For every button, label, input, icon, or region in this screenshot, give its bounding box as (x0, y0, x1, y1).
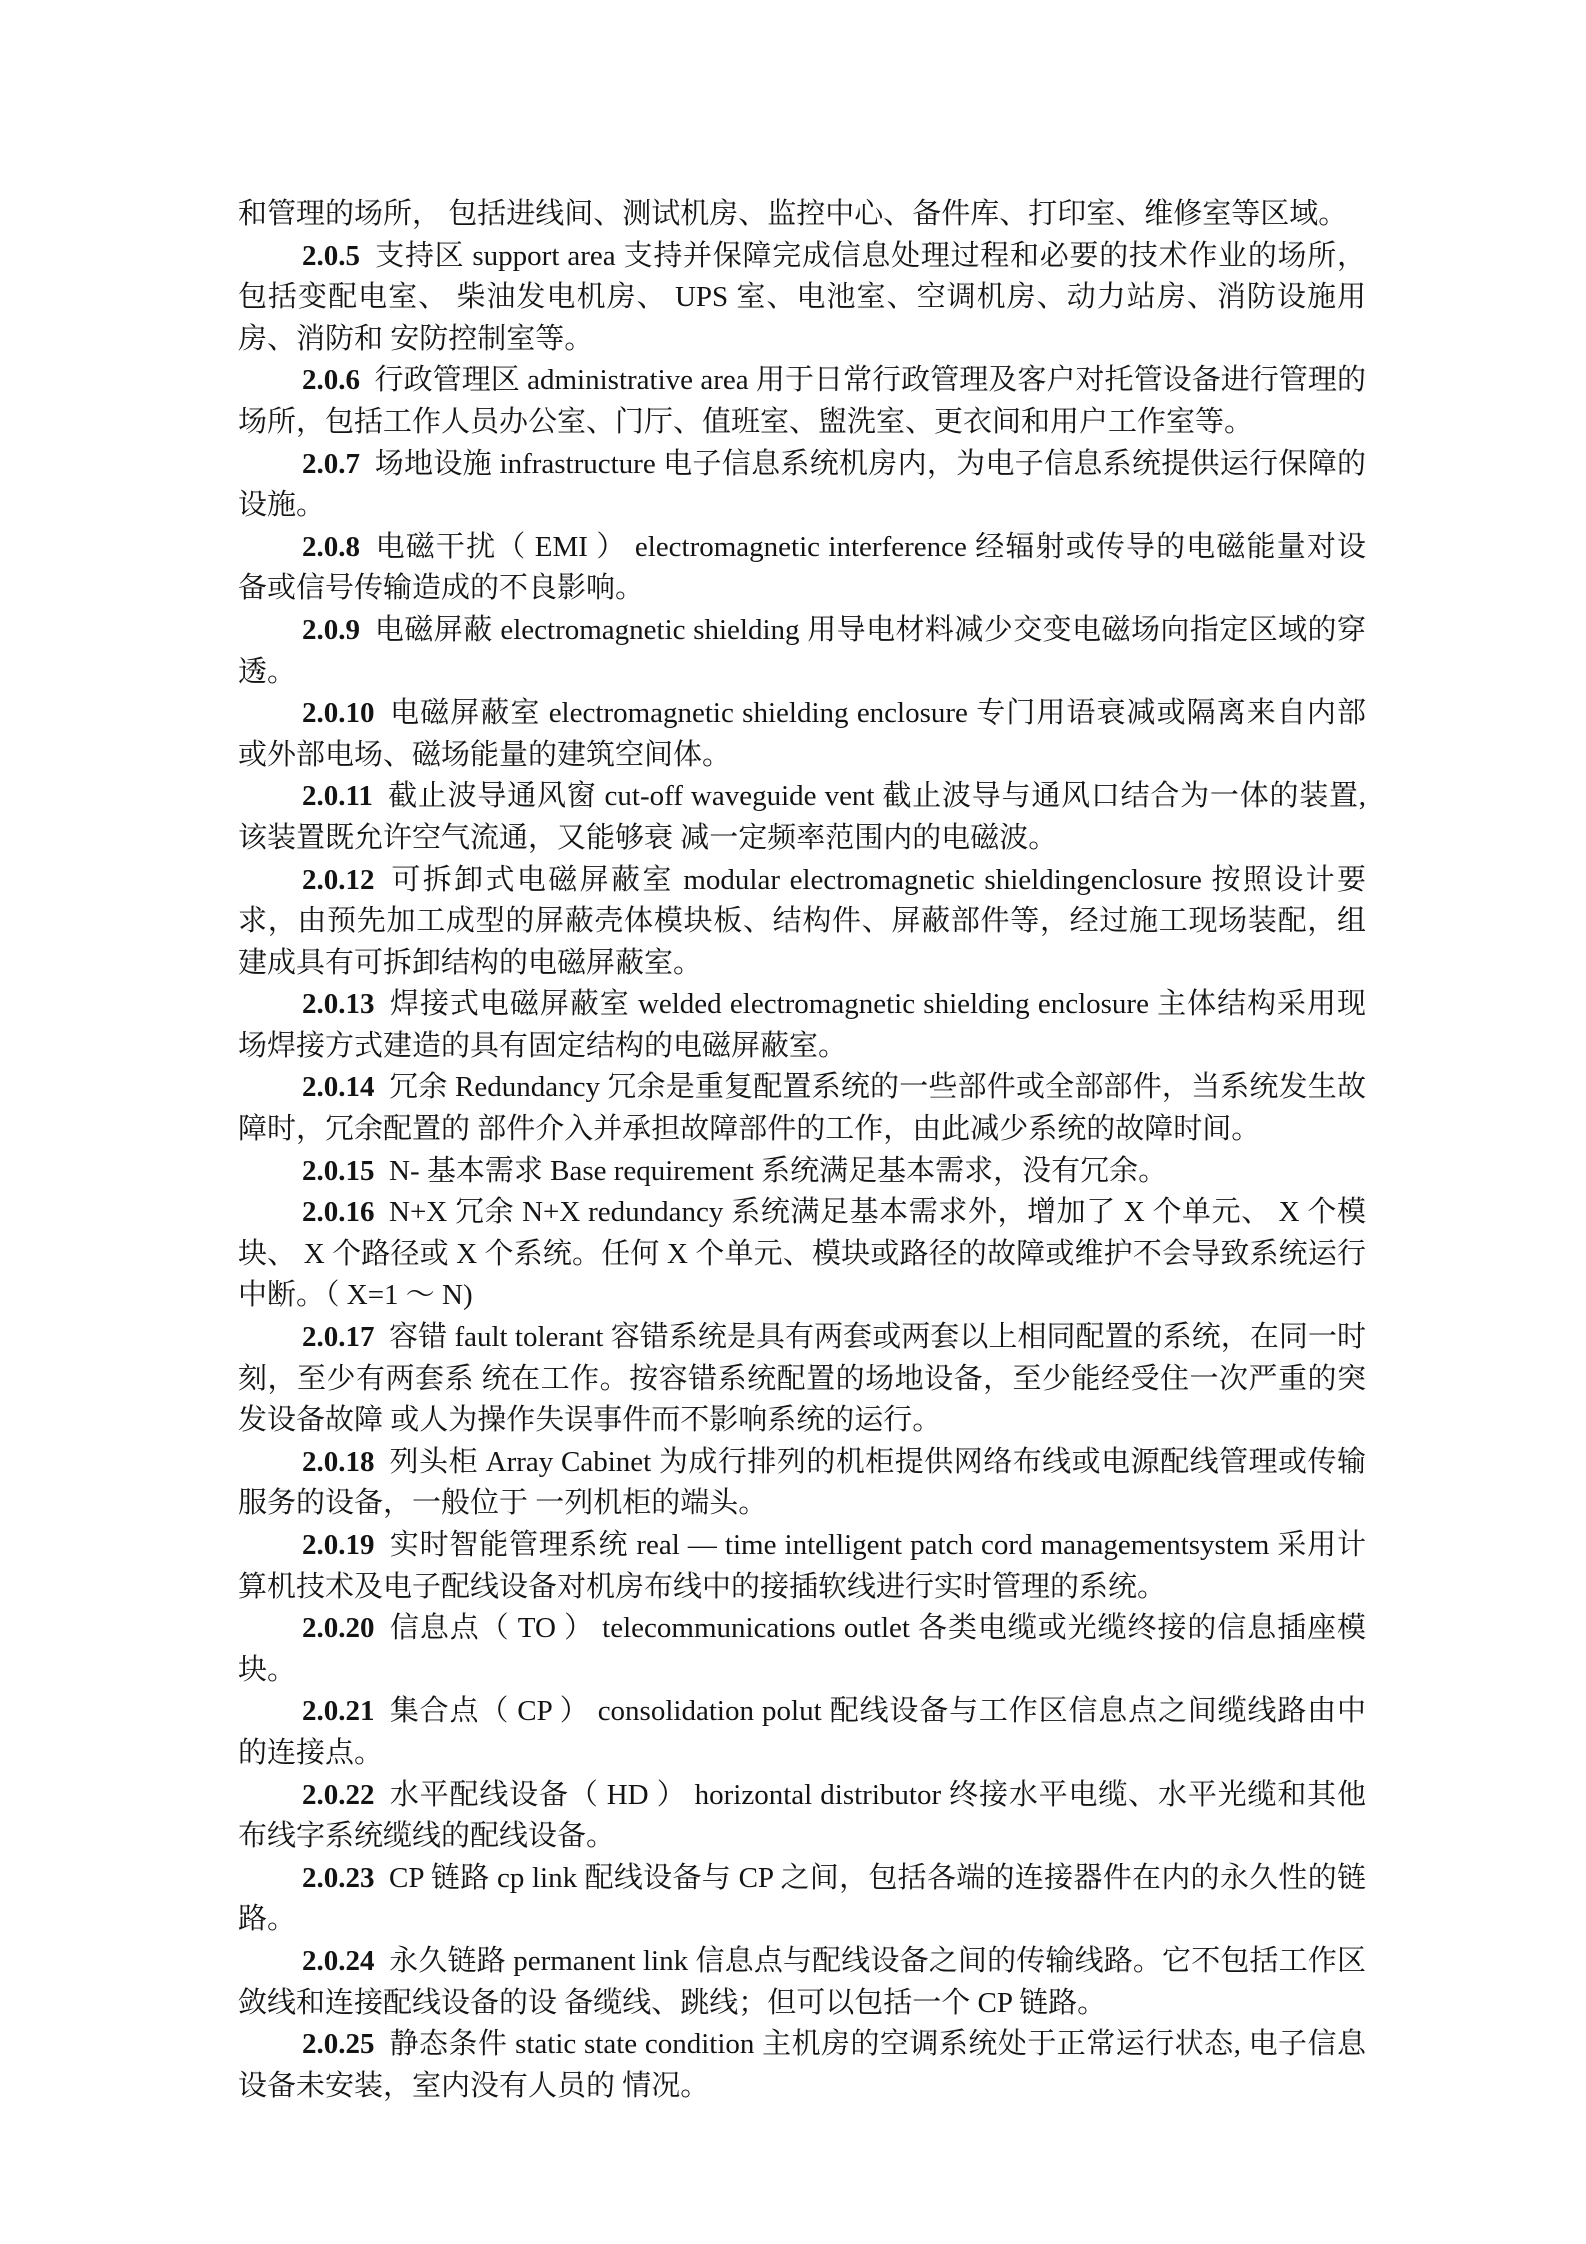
term-number: 2.0.9 (302, 613, 360, 646)
term-number: 2.0.20 (302, 1612, 375, 1645)
term-text: 信息点（ TO ） telecommunications outlet 各类电缆或光缆终接的信息插座模块。 (238, 1612, 1366, 1686)
term-paragraph-2-0-7 (238, 444, 1366, 527)
term-text: N+X 冗余 N+X redundancy 系统满足基本需求外，增加了 X 个单元、 X 个模块、 X 个路径或 X 个系统。任何 X 个单元、模块或路径的故障或维护不会导致系统运行中断。（ X=1 ～ N) (238, 1196, 1366, 1312)
term-paragraph-2-0-13 (238, 984, 1366, 1067)
term-number: 2.0.17 (302, 1321, 375, 1354)
term-number: 2.0.11 (302, 780, 373, 813)
term-paragraph-2-0-25 (238, 2024, 1366, 2107)
paragraph-continuation (238, 194, 1366, 236)
term-text: 行政管理区 administrative area 用于日常行政管理及客户对托管设备进行管理的场所，包括工作人员办公室、门厅、值班室、盥洗室、更衣间和用户工作室等。 (238, 364, 1366, 438)
term-number: 2.0.18 (302, 1445, 375, 1478)
term-paragraph-2-0-12 (238, 860, 1366, 985)
term-paragraph-2-0-14 (238, 1067, 1366, 1150)
term-paragraph-2-0-15 (238, 1151, 1366, 1193)
term-text: CP 链路 cp link 配线设备与 CP 之间，包括各端的连接器件在内的永久性的链路。 (238, 1861, 1366, 1936)
term-paragraph-2-0-11 (238, 776, 1366, 859)
term-number: 2.0.16 (302, 1196, 375, 1229)
term-text: 截止波导通风窗 cut-off waveguide vent 截止波导与通风口结合为一体的装置, 该装置既允许空气流通，又能够衰 减一定频率范围内的电磁波。 (238, 780, 1366, 854)
term-number: 2.0.24 (302, 1944, 375, 1977)
term-number: 2.0.13 (302, 988, 375, 1021)
term-paragraph-2-0-19 (238, 1525, 1366, 1608)
term-paragraph-2-0-20 (238, 1608, 1366, 1691)
term-paragraph-2-0-21 (238, 1691, 1366, 1774)
term-paragraph-2-0-22 (238, 1775, 1366, 1858)
term-number: 2.0.15 (302, 1154, 375, 1187)
term-number: 2.0.19 (302, 1529, 375, 1561)
term-number: 2.0.5 (302, 239, 360, 272)
term-number: 2.0.14 (302, 1071, 375, 1104)
term-number: 2.0.10 (302, 697, 375, 730)
term-number: 2.0.25 (302, 2028, 375, 2061)
term-text: 电磁屏蔽 electromagnetic shielding 用导电材料减少交变电磁场向指定区域的穿透。 (238, 613, 1366, 688)
document-content (238, 194, 1366, 2107)
term-number: 2.0.22 (302, 1778, 375, 1811)
term-text: 电磁干扰（ EMI ） electromagnetic interference 经辐射或传导的电磁能量对设备或信号传输造成的不良影响。 (238, 530, 1366, 605)
term-text: N- 基本需求 Base requirement 系统满足基本需求，没有冗余。 (389, 1154, 1168, 1187)
term-text: 冗余 Redundancy 冗余是重复配置系统的一些部件或全部部件，当系统发生故障时，冗余配置的 部件介入并承担故障部件的工作，由此减少系统的故障时间。 (238, 1071, 1366, 1146)
term-number: 2.0.23 (302, 1861, 375, 1894)
term-text: 支持区 support area 支持并保障完成信息处理过程和必要的技术作业的场所，包括变配电室、 柴油发电机房、 UPS 室、电池室、空调机房、动力站房、消防设施用房、消防和 安防控制室等。 (238, 239, 1366, 355)
term-text: 水平配线设备（ HD ） horizontal distributor 终接水平电缆、水平光缆和其他布线字系统缆线的配线设备。 (238, 1778, 1366, 1853)
term-text: 永久链路 permanent link 信息点与配线设备之间的传输线路。它不包括工作区敛线和连接配线设备的设 备缆线、跳线；但可以包括一个 CP 链路。 (238, 1944, 1366, 2019)
term-text: 容错 fault tolerant 容错系统是具有两套或两套以上相同配置的系统，在同一时刻，至少有两套系 统在工作。按容错系统配置的场地设备，至少能经受住一次严重的突发设备故障 或人为操作失误事件而不影响系统的运行。 (238, 1321, 1366, 1437)
term-number: 2.0.6 (302, 364, 360, 397)
term-number: 2.0.8 (302, 530, 360, 563)
term-text: 可拆卸式电磁屏蔽室 modular electromagnetic shieldingenclosure 按照设计要求，由预先加工成型的屏蔽壳体模块板、结构件、屏蔽部件等，经过施工现场装配，组建成具有可拆卸结构的电磁屏蔽室。 (238, 863, 1366, 979)
term-number: 2.0.7 (302, 447, 360, 480)
term-paragraph-2-0-17 (238, 1317, 1366, 1442)
term-paragraph-2-0-18 (238, 1442, 1366, 1525)
term-paragraph-2-0-23 (238, 1858, 1366, 1941)
term-text: 静态条件 static state condition 主机房的空调系统处于正常运行状态, 电子信息设备未安装，室内没有人员的 情况。 (238, 2028, 1366, 2102)
paragraph-text: 和管理的场所， 包括进线间、测试机房、监控中心、备件库、打印室、维修室等区域。 (238, 198, 1348, 230)
term-text: 焊接式电磁屏蔽室 welded electromagnetic shielding enclosure 主体结构采用现场焊接方式建造的具有固定结构的电磁屏蔽室。 (238, 988, 1366, 1062)
term-paragraph-2-0-9 (238, 610, 1366, 693)
term-text: 实时智能管理系统 real — time intelligent patch cord managementsystem 采用计算机技术及电子配线设备对机房布线中的接插软线进行实时管理的系统。 (238, 1529, 1366, 1603)
term-paragraph-2-0-8 (238, 527, 1366, 610)
term-text: 集合点（ CP ） consolidation polut 配线设备与工作区信息点之间缆线路由中的连接点。 (238, 1695, 1366, 1769)
term-number: 2.0.21 (302, 1695, 375, 1728)
term-text: 场地设施 infrastructure 电子信息系统机房内，为电子信息系统提供运行保障的设施。 (238, 447, 1366, 522)
term-paragraph-2-0-6 (238, 360, 1366, 443)
term-paragraph-2-0-24 (238, 1941, 1366, 2024)
term-number: 2.0.12 (302, 863, 375, 896)
term-text: 列头柜 Array Cabinet 为成行排列的机柜提供网络布线或电源配线管理或传输服务的设备，一般位于 一列机柜的端头。 (238, 1445, 1366, 1520)
term-paragraph-2-0-16 (238, 1192, 1366, 1317)
term-paragraph-2-0-5 (238, 236, 1366, 361)
term-paragraph-2-0-10 (238, 693, 1366, 776)
term-text: 电磁屏蔽室 electromagnetic shielding enclosure 专门用语衰减或隔离来自内部或外部电场、磁场能量的建筑空间体。 (238, 697, 1366, 771)
